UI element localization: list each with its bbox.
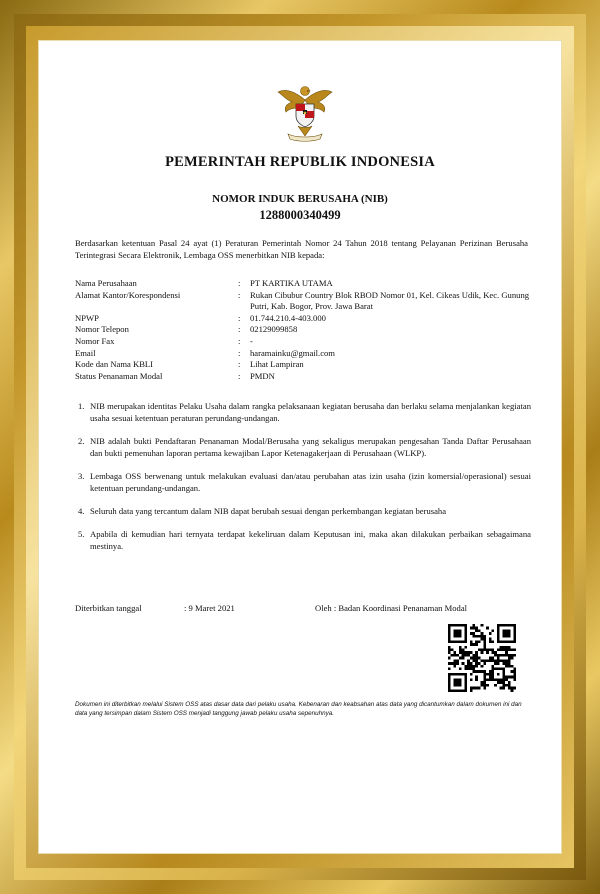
detail-value: 02129099858 <box>250 324 298 335</box>
provision-text: NIB merupakan identitas Pelaku Usaha dalam rangka pelaksanaan kegiatan berusaha dan berlaku selama menjalankan kegiatan usaha sesuai ketentuan peraturan perundang-undangan. <box>90 401 531 423</box>
detail-label: Nama Perusahaan <box>75 278 137 288</box>
nib-label: NOMOR INDUK BERUSAHA (NIB) <box>212 193 388 205</box>
detail-label: Nomor Fax <box>75 335 115 346</box>
detail-value: - <box>250 335 253 346</box>
provision-item <box>75 435 531 459</box>
provision-text: Apabila di kemudian hari ternyata terdapat kekeliruan dalam Keputusan ini, maka akan dilakukan perbaikan sebagaimana mestinya. <box>90 529 531 551</box>
detail-separator: : <box>238 359 241 370</box>
detail-row-company-name <box>75 278 535 290</box>
detail-row-phone <box>75 324 535 336</box>
issuer: Oleh : Badan Koordinasi Penanaman Modal <box>315 603 468 613</box>
detail-value: PMDN <box>250 370 275 381</box>
detail-separator: : <box>238 335 241 346</box>
provision-text: NIB adalah bukti Pendaftaran Penanaman Modal/Berusaha yang sekaligus merupakan pengesahan Tanda Daftar Perusahaan dan bukti pemenuhan laporan pertama kewajiban Lapor Ketenagakerjaan di Perusahaan (WLKP). <box>90 436 531 458</box>
provisions-list <box>75 400 531 552</box>
detail-value: haramainku@gmail.com <box>250 347 335 358</box>
garuda-emblem-icon <box>276 82 334 142</box>
provision-number: 5. <box>78 529 85 539</box>
detail-separator: : <box>238 289 241 300</box>
detail-separator: : <box>238 312 241 323</box>
detail-separator: : <box>238 324 241 335</box>
detail-label: Status Penanaman Modal <box>75 370 163 381</box>
provision-item <box>75 470 531 494</box>
provision-text: Seluruh data yang tercantum dalam NIB dapat berubah sesuai dengan perkembangan kegiatan berusaha <box>90 506 447 516</box>
detail-separator: : <box>238 278 241 288</box>
detail-value: PT KARTIKA UTAMA <box>250 278 333 288</box>
provision-text: Lembaga OSS berwenang untuk melakukan evaluasi dan/atau perubahan atas izin usaha (izin komersial/operasional) sesuai ketentuan perundang-undangan. <box>90 471 531 493</box>
intro-paragraph: Berdasarkan ketentuan Pasal 24 ayat (1) Peraturan Pemerintah Nomor 24 Tahun 2018 tentang Pelayanan Perizinan Berusaha Terintegrasi Secara Elektronik, Lembaga OSS menerbitkan NIB kepada: <box>75 238 528 260</box>
detail-row-investment-status <box>75 371 535 383</box>
detail-separator: : <box>238 370 241 381</box>
detail-value: 01.744.210.4-403.000 <box>250 312 326 323</box>
certificate-paper <box>38 40 562 854</box>
detail-row-email <box>75 348 535 360</box>
company-details <box>75 278 535 382</box>
detail-label: Nomor Telepon <box>75 324 129 335</box>
detail-row-npwp <box>75 313 535 325</box>
document-title: PEMERINTAH REPUBLIK INDONESIA <box>165 154 435 170</box>
provision-item <box>75 400 531 424</box>
footer-disclaimer: Dokumen ini diterbitkan melalui Sistem OSS atas dasar data dari pelaku usaha. Kebenaran dan keabsahan atas data yang dicantumkan dalam dokumen ini dan data yang tersimpan dalam Sistem OSS menjadi tanggung jawab pelaku usaha sepenuhnya. <box>75 701 522 717</box>
detail-value: Lihat Lampiran <box>250 359 304 370</box>
detail-separator: : <box>238 347 241 358</box>
provision-number: 1. <box>78 401 85 411</box>
provision-number: 2. <box>78 436 85 446</box>
provision-item <box>75 528 531 552</box>
detail-row-address <box>75 290 535 313</box>
provision-item <box>75 505 531 517</box>
issued-label: Diterbitkan tanggal <box>75 603 142 613</box>
detail-row-fax <box>75 336 535 348</box>
detail-label: Email <box>75 347 96 358</box>
detail-label: Kode dan Nama KBLI <box>75 359 154 370</box>
detail-label: NPWP <box>75 312 99 323</box>
detail-label: Alamat Kantor/Korespondensi <box>75 289 181 300</box>
detail-value: Rukan Cibubur Country Blok RBOD Nomor 01, Kel. Cikeas Udik, Kec. Gunung Putri, Kab. Bogor, Prov. Jawa Barat <box>250 289 530 312</box>
nib-number: 1288000340499 <box>259 208 341 222</box>
provision-number: 3. <box>78 471 85 481</box>
provision-number: 4. <box>78 506 85 516</box>
issued-date: : 9 Maret 2021 <box>184 603 235 613</box>
detail-row-kbli <box>75 359 535 371</box>
qr-code-icon <box>448 624 516 692</box>
